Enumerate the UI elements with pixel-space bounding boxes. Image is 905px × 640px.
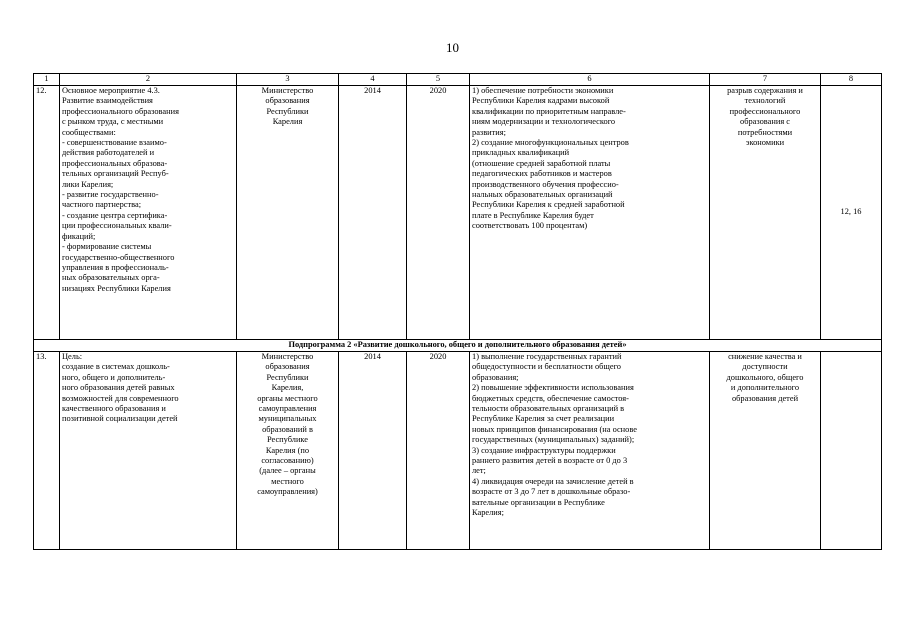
- header-cell-4: 4: [339, 74, 407, 86]
- row-number: 13.: [34, 352, 60, 550]
- row-number: 12.: [34, 86, 60, 340]
- table-row-13: [34, 352, 882, 550]
- page-number: 10: [446, 40, 459, 55]
- results-cell: 1) выполнение государственных гарантий общедоступности и бесплатности общего образования; 2) повышение эффективности использования бюджетных средств, обеспечение самостоя- тельности образовательных организаций в Республике Карелия за счет реализации новых принципов финансирования (на основе государственных (муниципальных) заданий); 3) создание инфраструктуры поддержки раннего развития детей в возрасте от 0 до 3 лет; 4) ликвидация очереди на зачисление детей в возрасте от 3 до 7 лет в дошкольные образо- вательные организации в Республике Карелия;: [470, 352, 710, 550]
- consequences-cell: снижение качества и доступности дошкольного, общего и дополнительного образования детей: [710, 352, 821, 550]
- end-year-cell: 2020: [407, 86, 470, 340]
- consequences-cell: разрыв содержания и технологий профессионального образования с потребностями экономики: [710, 86, 821, 340]
- header-cell-2: 2: [60, 74, 237, 86]
- measure-cell: Цель: создание в системах дошколь- ного, общего и дополнитель- ного образования детей равных возможностей для современного качественного образования и позитивной социализации детей: [60, 352, 237, 550]
- subprogram-row: [34, 340, 882, 352]
- header-cell-6: 6: [470, 74, 710, 86]
- subprogram-title: Подпрограмма 2 «Развитие дошкольного, общего и дополнительного образования детей»: [34, 340, 882, 352]
- end-year-cell: 2020: [407, 352, 470, 550]
- header-cell-7: 7: [710, 74, 821, 86]
- header-cell-5: 5: [407, 74, 470, 86]
- table-row-12: [34, 86, 882, 340]
- header-cell-3: 3: [237, 74, 339, 86]
- measure-cell: Основное мероприятие 4.3. Развитие взаимодействия профессионального образования с рынком труда, с местными сообществами: - совершенствование взаимо- действия работодателей и профессиональных образова- тельных организаций Респуб- лики Карелия; - развитие государственно- частного партнерства; - создание центра сертифика- ции профессиональных квали- фикаций; - формирование системы государственно-общественного управления в профессиональ- ных образовательных орга- низациях Республики Карелия: [60, 86, 237, 340]
- start-year-cell: 2014: [339, 86, 407, 340]
- results-cell: 1) обеспечение потребности экономики Республики Карелия кадрами высокой квалификации по приоритетным направле- ниям модернизации и технологического развития; 2) создание многофункциональных центров прикладных квалификаций (отношение средней заработной платы педагогических работников и мастеров производственного обучения профессио- нальных образовательных организаций Республики Карелия к средней заработной плате в Республике Карелия будет соответствовать 100 процентам): [470, 86, 710, 340]
- executor-cell: Министерство образования Республики Карелия: [237, 86, 339, 340]
- indicators-cell: [821, 352, 882, 550]
- start-year-cell: 2014: [339, 352, 407, 550]
- header-row: [34, 74, 882, 86]
- indicators-cell: 12, 16: [821, 86, 882, 340]
- program-table: [33, 73, 882, 550]
- header-cell-1: 1: [34, 74, 60, 86]
- executor-cell: Министерство образования Республики Карелия, органы местного самоуправления муниципальных образований в Республике Карелия (по согласованию) (далее – органы местного самоуправления): [237, 352, 339, 550]
- header-cell-8: 8: [821, 74, 882, 86]
